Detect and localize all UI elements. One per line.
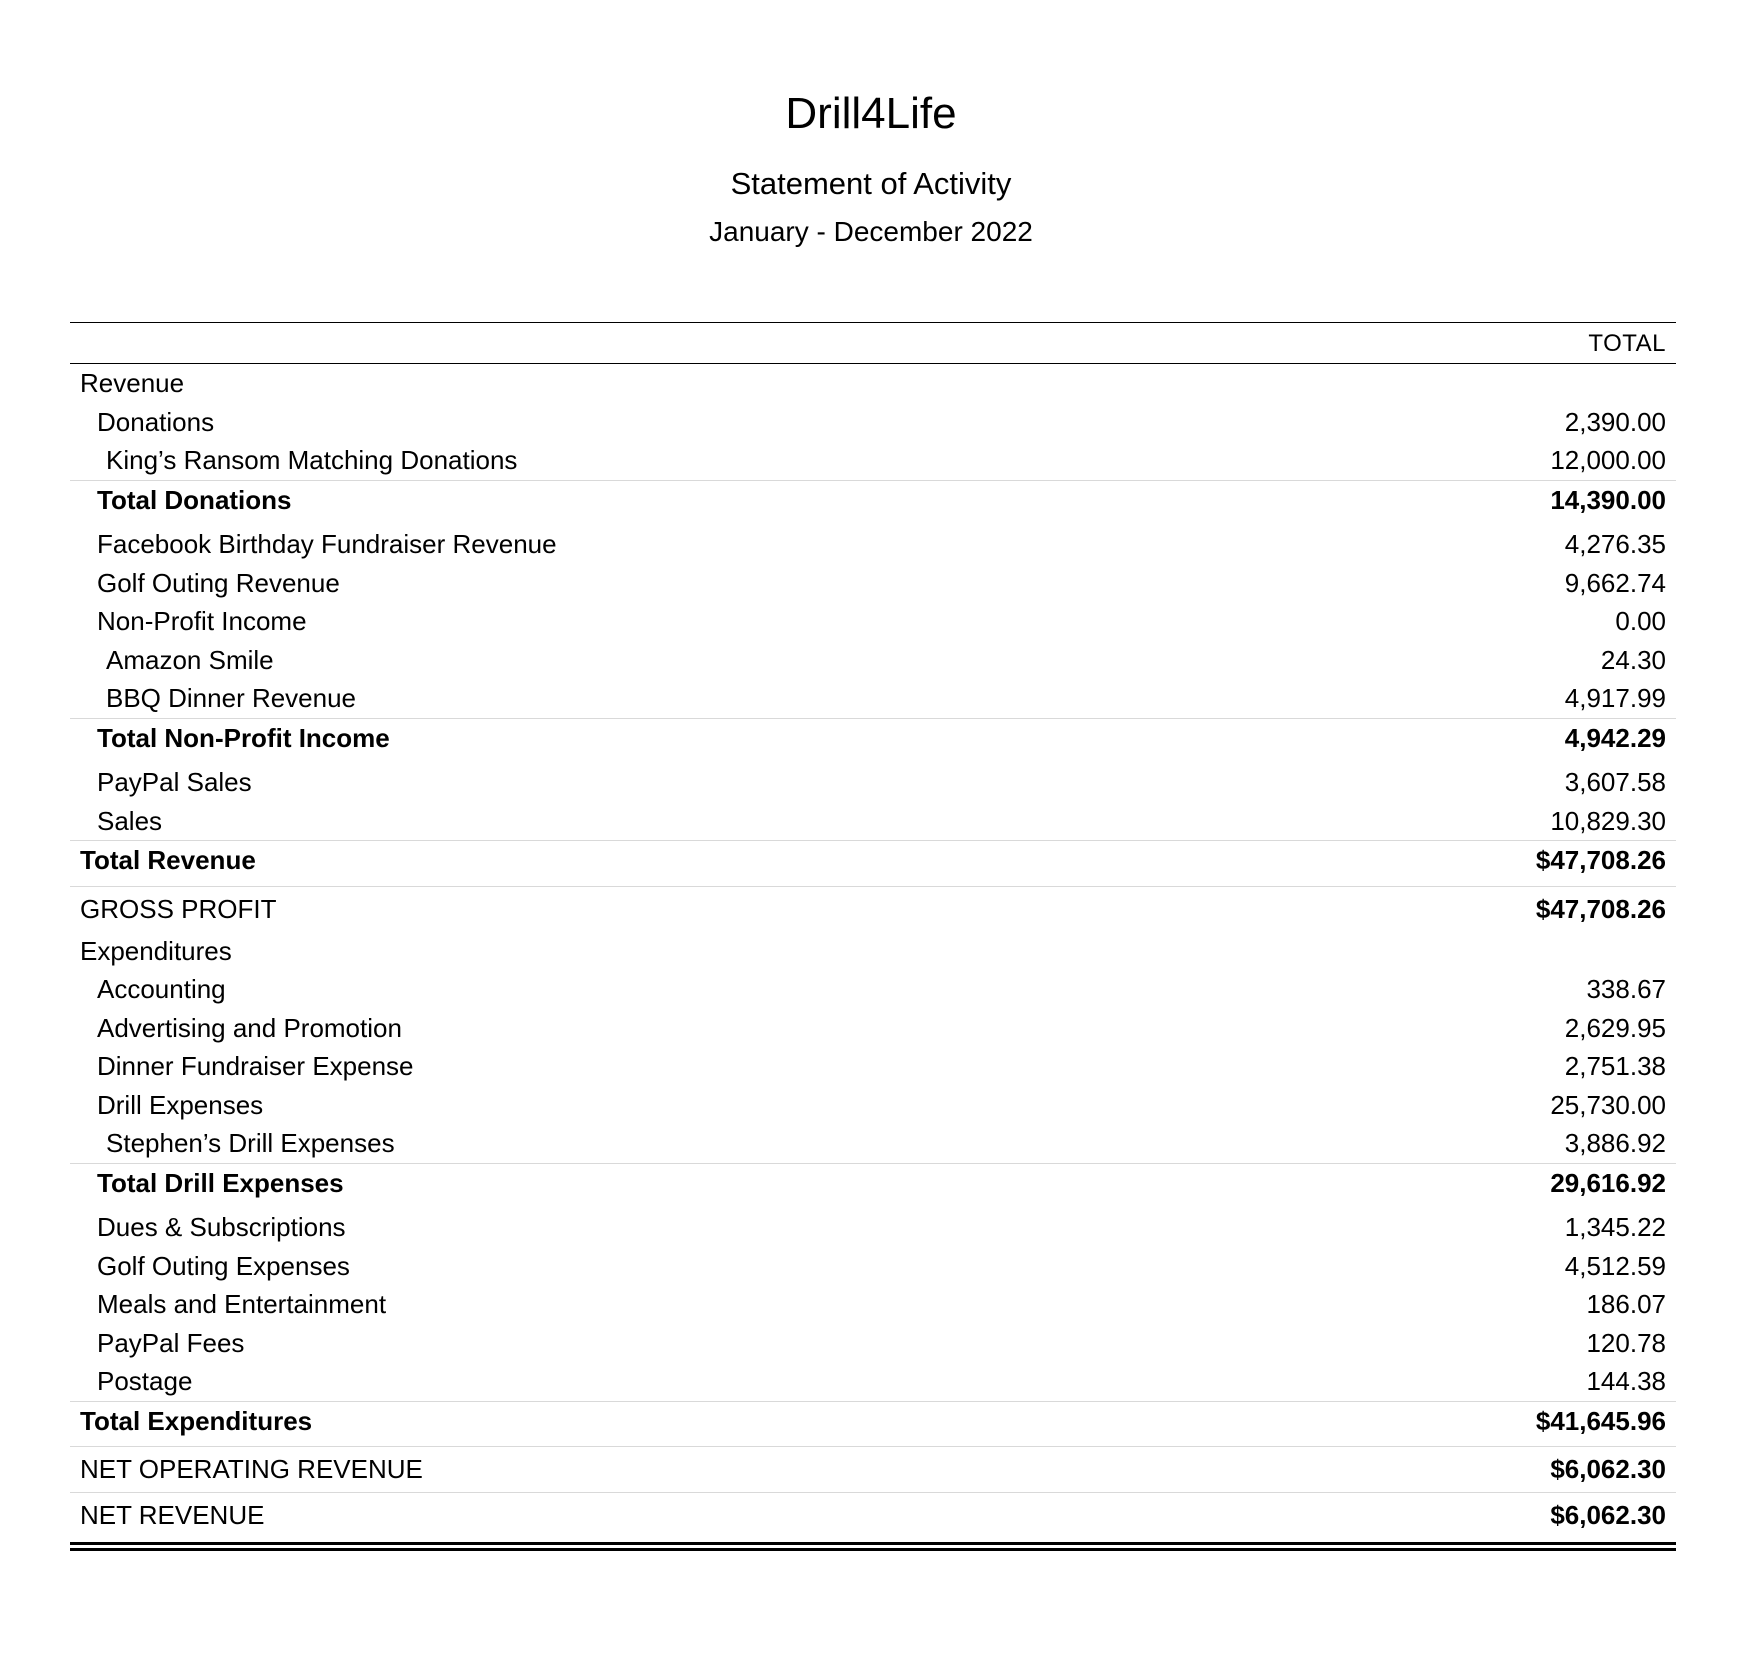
row-label: Amazon Smile xyxy=(106,644,274,675)
total-row xyxy=(70,718,1676,758)
row-amount: 186.07 xyxy=(1586,1289,1666,1319)
line-item-row xyxy=(70,679,1676,718)
row-label: Accounting xyxy=(97,974,226,1004)
line-item-row xyxy=(70,602,1676,641)
row-amount: $6,062.30 xyxy=(1550,1454,1666,1484)
line-item-row xyxy=(70,1009,1676,1048)
row-amount: 3,607.58 xyxy=(1564,767,1666,797)
line-item-row xyxy=(70,1285,1676,1324)
line-item-row xyxy=(70,763,1676,802)
row-amount: 2,629.95 xyxy=(1564,1012,1666,1043)
row-label: Expenditures xyxy=(80,935,232,966)
row-label: Postage xyxy=(97,1366,193,1396)
row-label: Dues & Subscriptions xyxy=(97,1212,346,1242)
row-label: King’s Ransom Matching Donations xyxy=(106,445,518,475)
total-row xyxy=(70,480,1676,520)
row-amount: 4,276.35 xyxy=(1564,529,1666,559)
row-amount: 2,751.38 xyxy=(1564,1051,1666,1081)
column-header-row xyxy=(70,323,1676,364)
row-label: Meals and Entertainment xyxy=(97,1289,387,1319)
row-label: Non-Profit Income xyxy=(97,606,307,636)
row-label: Advertising and Promotion xyxy=(97,1012,402,1043)
total-row xyxy=(70,840,1676,880)
row-amount: 14,390.00 xyxy=(1550,484,1666,515)
row-label: PayPal Sales xyxy=(97,767,252,797)
summary-row xyxy=(70,886,1676,932)
column-header-total: TOTAL xyxy=(1588,330,1666,357)
row-label: Sales xyxy=(97,805,163,836)
row-label: Total Expenditures xyxy=(80,1405,313,1436)
statement-rows xyxy=(70,364,1676,1538)
row-amount: 2,390.00 xyxy=(1564,406,1666,437)
line-item-row xyxy=(70,1247,1676,1286)
row-label: Facebook Birthday Fundraiser Revenue xyxy=(97,529,557,559)
row-label: Total Revenue xyxy=(80,845,256,875)
row-amount: 144.38 xyxy=(1586,1366,1666,1396)
row-label: GROSS PROFIT xyxy=(80,893,277,924)
row-amount: 4,917.99 xyxy=(1564,683,1666,713)
row-amount: 3,886.92 xyxy=(1564,1128,1666,1158)
line-item-row xyxy=(70,1362,1676,1401)
company-name: Drill4Life xyxy=(785,89,957,138)
row-label: Golf Outing Revenue xyxy=(97,567,340,598)
row-label: Total Drill Expenses xyxy=(97,1167,344,1198)
line-item-row xyxy=(70,564,1676,603)
summary-row xyxy=(70,1492,1676,1538)
statement-table xyxy=(70,322,1676,1551)
row-amount: 29,616.92 xyxy=(1550,1167,1666,1198)
row-label: Revenue xyxy=(80,368,185,398)
row-amount: 9,662.74 xyxy=(1564,567,1666,598)
row-amount: 120.78 xyxy=(1586,1327,1666,1358)
line-item-row xyxy=(70,1324,1676,1363)
line-item-row xyxy=(70,1086,1676,1125)
row-label: NET REVENUE xyxy=(80,1500,265,1530)
line-item-row xyxy=(70,641,1676,680)
line-item-row xyxy=(70,802,1676,841)
row-label: PayPal Fees xyxy=(97,1327,245,1358)
row-amount: 4,512.59 xyxy=(1564,1250,1666,1281)
row-label: Donations xyxy=(97,406,215,437)
row-amount: $41,645.96 xyxy=(1535,1405,1666,1436)
section-header-row xyxy=(70,364,1676,403)
row-amount: 12,000.00 xyxy=(1550,445,1666,475)
row-amount: $6,062.30 xyxy=(1550,1500,1666,1530)
table-bottom-double-rule xyxy=(70,1542,1676,1551)
total-row xyxy=(70,1401,1676,1441)
row-label: Total Donations xyxy=(97,484,292,515)
row-amount: $47,708.26 xyxy=(1535,845,1666,875)
line-item-row xyxy=(70,1208,1676,1247)
row-label: Total Non-Profit Income xyxy=(97,722,390,753)
row-label: NET OPERATING REVENUE xyxy=(80,1454,423,1484)
row-amount: 4,942.29 xyxy=(1564,722,1666,753)
summary-row xyxy=(70,1446,1676,1492)
line-item-row xyxy=(70,970,1676,1009)
row-amount: 1,345.22 xyxy=(1564,1212,1666,1242)
row-amount: 338.67 xyxy=(1586,974,1666,1004)
section-header-row xyxy=(70,932,1676,971)
row-label: Drill Expenses xyxy=(97,1089,264,1120)
row-amount: 24.30 xyxy=(1600,644,1666,675)
row-label: BBQ Dinner Revenue xyxy=(106,683,357,713)
report-period: January - December 2022 xyxy=(709,216,1033,247)
line-item-row xyxy=(70,1047,1676,1086)
row-amount: 10,829.30 xyxy=(1550,805,1666,836)
line-item-row xyxy=(70,525,1676,564)
row-amount: 25,730.00 xyxy=(1550,1089,1666,1120)
line-item-row xyxy=(70,441,1676,480)
row-amount: $47,708.26 xyxy=(1535,893,1666,924)
line-item-row xyxy=(70,403,1676,442)
report-title: Statement of Activity xyxy=(730,166,1012,201)
row-amount: 0.00 xyxy=(1615,606,1666,636)
row-label: Stephen’s Drill Expenses xyxy=(106,1128,395,1158)
row-label: Golf Outing Expenses xyxy=(97,1250,350,1281)
total-row xyxy=(70,1163,1676,1203)
row-label: Dinner Fundraiser Expense xyxy=(97,1051,414,1081)
line-item-row xyxy=(70,1124,1676,1163)
